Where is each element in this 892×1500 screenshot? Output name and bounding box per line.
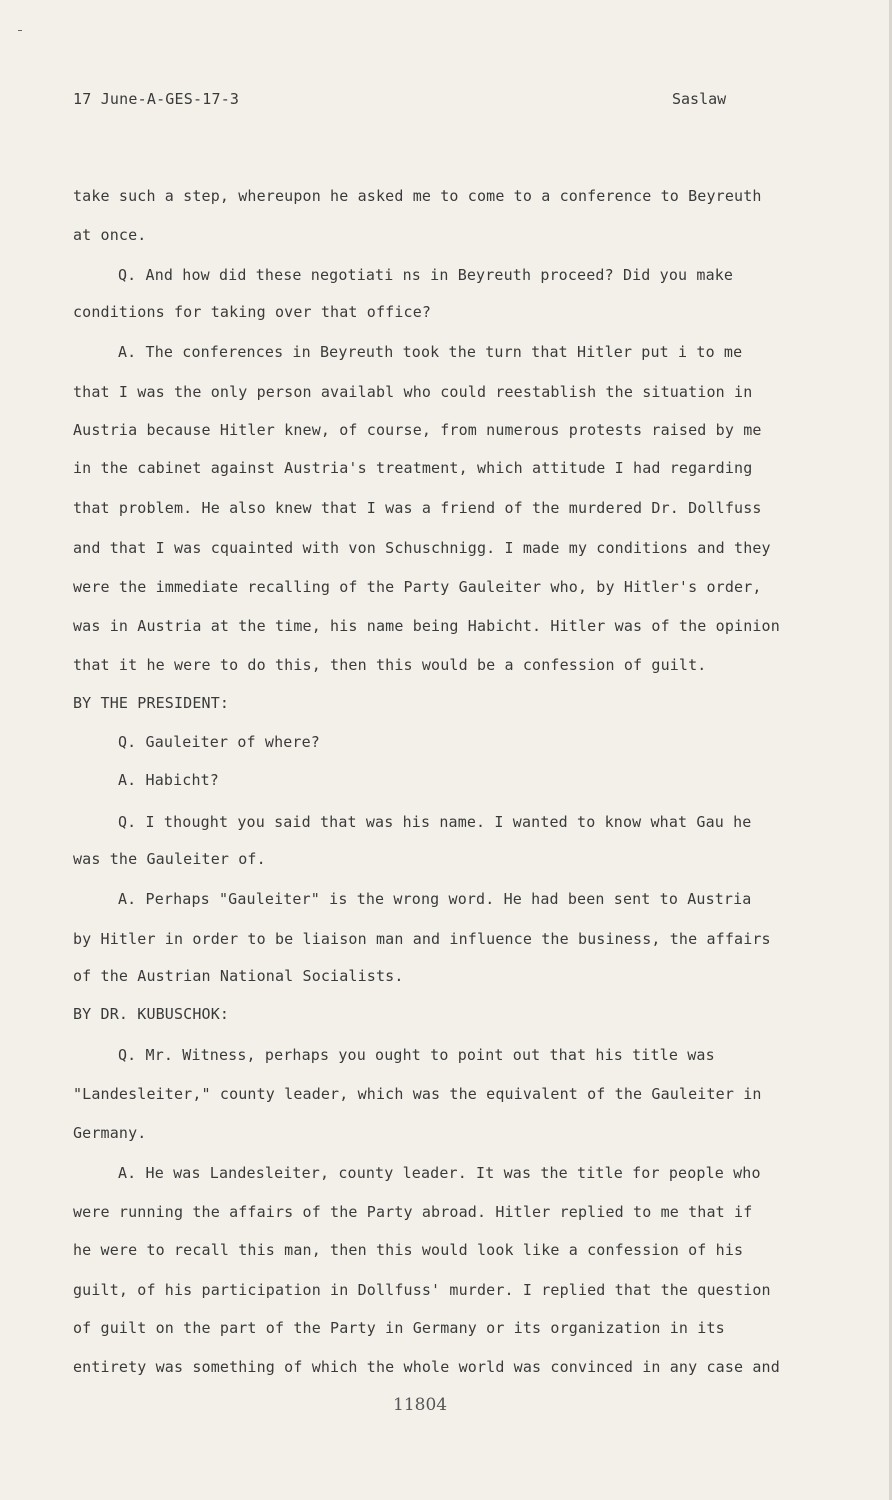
text-line: was in Austria at the time, his name being Habicht. Hitler was of the opinion bbox=[73, 617, 780, 635]
text-line: Q. Gauleiter of where? bbox=[118, 733, 320, 751]
text-line: Q. Mr. Witness, perhaps you ought to point out that his title was bbox=[118, 1046, 715, 1064]
text-line: by Hitler in order to be liaison man and influence the business, the affairs bbox=[73, 930, 771, 948]
text-line: take such a step, whereupon he asked me to come to a conference to Beyreuth bbox=[73, 187, 762, 205]
text-line: A. Habicht? bbox=[118, 771, 219, 789]
text-line: were the immediate recalling of the Party Gauleiter who, by Hitler's order, bbox=[73, 578, 762, 596]
text-line: that it he were to do this, then this would be a confession of guilt. bbox=[73, 656, 707, 674]
text-line: A. He was Landesleiter, county leader. It was the title for people who bbox=[118, 1164, 761, 1182]
document-id: 17 June-A-GES-17-3 bbox=[73, 90, 240, 108]
text-line: Q. And how did these negotiati ns in Beyreuth proceed? Did you make bbox=[118, 266, 734, 284]
text-line: of the Austrian National Socialists. bbox=[73, 967, 404, 985]
text-line: was the Gauleiter of. bbox=[73, 850, 266, 868]
text-line: of guilt on the part of the Party in Germany or its organization in its bbox=[73, 1319, 725, 1337]
text-line: and that I was cquainted with von Schuschnigg. I made my conditions and they bbox=[73, 539, 771, 557]
text-line: guilt, of his participation in Dollfuss' murder. I replied that the question bbox=[73, 1281, 771, 1299]
text-line: in the cabinet against Austria's treatment, which attitude I had regarding bbox=[73, 459, 753, 477]
text-line: Germany. bbox=[73, 1124, 147, 1142]
text-line: at once. bbox=[73, 226, 147, 244]
margin-mark bbox=[18, 30, 22, 31]
text-line: he were to recall this man, then this would look like a confession of his bbox=[73, 1241, 744, 1259]
text-line: Q. I thought you said that was his name. I wanted to know what Gau he bbox=[118, 813, 752, 831]
page-number: 11804 bbox=[393, 1395, 448, 1415]
speaker-heading: BY THE PRESIDENT: bbox=[73, 694, 230, 712]
text-line: entirety was something of which the whole world was convinced in any case and bbox=[73, 1358, 780, 1376]
text-line: that I was the only person availabl who could reestablish the situation in bbox=[73, 383, 753, 401]
speaker-heading: BY DR. KUBUSCHOK: bbox=[73, 1005, 230, 1023]
text-line: were running the affairs of the Party abroad. Hitler replied to me that if bbox=[73, 1203, 753, 1221]
text-line: that problem. He also knew that I was a friend of the murdered Dr. Dollfuss bbox=[73, 499, 762, 517]
text-line: Austria because Hitler knew, of course, from numerous protests raised by me bbox=[73, 421, 762, 439]
text-line: A. The conferences in Beyreuth took the turn that Hitler put i to me bbox=[118, 343, 743, 361]
text-line: "Landesleiter," county leader, which was the equivalent of the Gauleiter in bbox=[73, 1085, 762, 1103]
text-line: conditions for taking over that office? bbox=[73, 303, 432, 321]
reporter-name: Saslaw bbox=[672, 90, 727, 108]
text-line: A. Perhaps "Gauleiter" is the wrong word. He had been sent to Austria bbox=[118, 890, 752, 908]
